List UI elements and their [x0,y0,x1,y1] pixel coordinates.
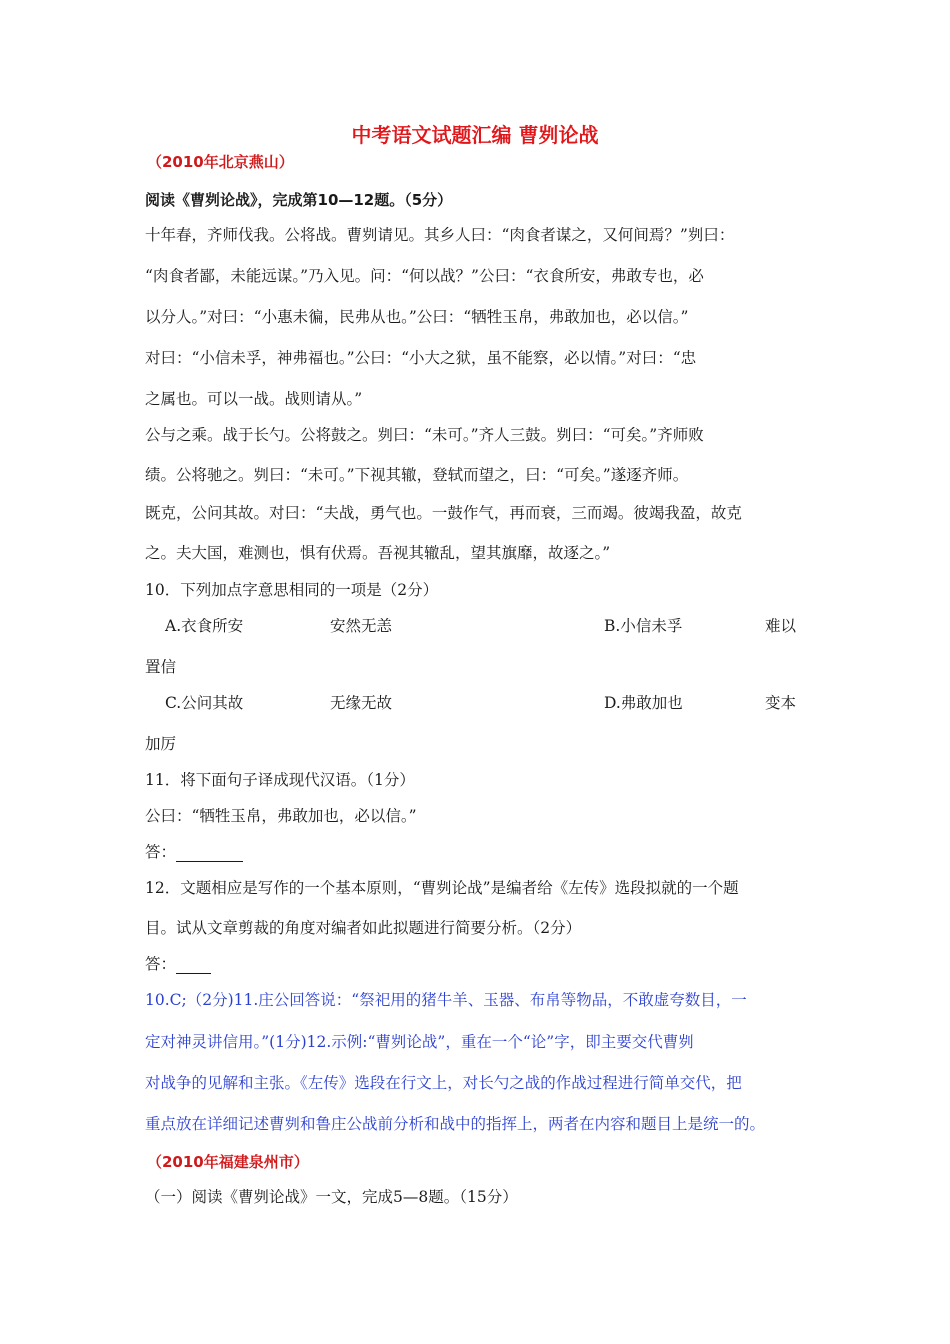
passage-line: 以分人。”对曰：“小惠未徧，民弗从也。”公曰：“牺牲玉帛，弗敢加也，必以信。” [145,308,689,326]
option-b-word: B.小信未孚 [604,617,683,635]
option-b-phrase-cont: 置信 [145,658,177,676]
option-a-phrase: 安然无恙 [330,617,393,635]
answer-12 [145,954,211,974]
passage-line: 绩。公将驰之。刿曰：“未可。”下视其辙，登轼而望之，曰：“可矣。”遂逐齐师。 [145,466,689,484]
source-label: （2010年福建泉州市） [147,1153,309,1171]
passage-line: 之。夫大国，难测也，惧有伏焉。吾视其辙乱，望其旗靡，故逐之。” [145,544,611,562]
answer-label: 答： [145,955,177,973]
passage-line: 十年春，齐师伐我。公将战。曹刿请见。其乡人曰：“肉食者谋之，又何间焉？”刿曰： [145,226,735,244]
answer-key-line: 对战争的见解和主张。《左传》选段在行文上，对长勺之战的作战过程进行简单交代，把 [145,1074,742,1092]
instruction: （一）阅读《曹刿论战》一文，完成5—8题。（15分） [145,1188,518,1206]
answer-key-line: 定对神灵讲信用。”(1分)12.示例:“曹刿论战”，重在一个“论”字，即主要交代曹刿 [145,1033,694,1051]
question-12: 12．文题相应是写作的一个基本原则，“曹刿论战”是编者给《左传》选段拟就的一个题 [145,879,739,897]
passage-line: 之属也。可以一战。战则请从。” [145,390,363,408]
question-11: 11．将下面句子译成现代汉语。（1分） [145,771,415,789]
passage-line: 既克，公问其故。对曰：“夫战，勇气也。一鼓作气，再而衰，三而竭。彼竭我盈，故克 [145,504,742,522]
passage-line: 公与之乘。战于长勺。公将鼓之。刿曰：“未可。”齐人三鼓。刿曰：“可矣。”齐师败 [145,426,704,444]
option-b-phrase: 难以 [765,617,797,635]
instruction: 阅读《曹刿论战》，完成第10—12题。（5分） [145,191,453,209]
option-d-phrase-cont: 加厉 [145,735,177,753]
option-c-word: C.公问其故 [165,694,244,712]
page-title: 中考语文试题汇编 曹刿论战 [351,123,599,147]
option-a-word: A.衣食所安 [165,617,244,635]
passage-line: 对曰：“小信未孚，神弗福也。”公曰：“小大之狱，虽不能察，必以情。”对曰：“忠 [145,349,697,367]
answer-key-line: 重点放在详细记述曹刿和鲁庄公战前分析和战中的指挥上，两者在内容和题目上是统一的。 [145,1115,766,1133]
answer-11 [145,842,243,862]
option-c-phrase: 无缘无故 [330,694,393,712]
answer-key-line: 10.C;（2分)11.庄公回答说：“祭祀用的猪牛羊、玉器、布帛等物品，不敢虚夸数目，一 [145,991,747,1009]
question-11-quote: 公曰：“牺牲玉帛，弗敢加也，必以信。” [145,807,417,825]
answer-blank[interactable] [176,957,211,974]
answer-label: 答： [145,843,177,861]
question-10: 10．下列加点字意思相同的一项是（2分） [145,581,439,599]
passage-line: “肉食者鄙，未能远谋。”乃入见。问：“何以战？”公曰：“衣食所安，弗敢专也，必 [145,267,704,285]
answer-blank[interactable] [176,845,243,862]
option-d-word: D.弗敢加也 [604,694,683,712]
option-d-phrase: 变本 [765,694,797,712]
source-label: （2010年北京燕山） [147,153,294,171]
question-12-cont: 目。试从文章剪裁的角度对编者如此拟题进行简要分析。（2分） [145,919,582,937]
